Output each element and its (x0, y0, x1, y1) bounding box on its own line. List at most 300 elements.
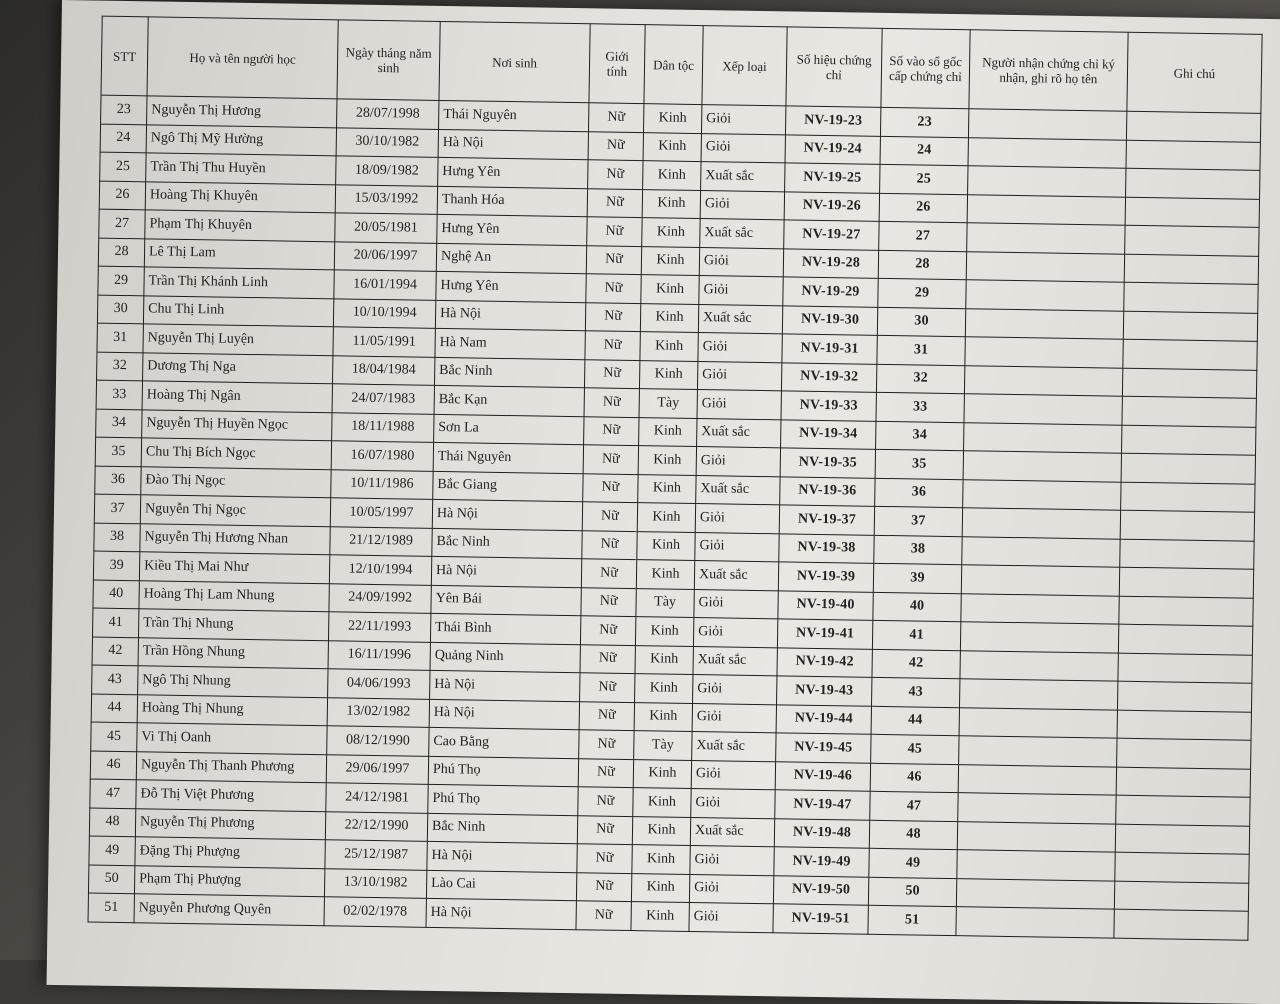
certificate-code-cell: NV-19-32 (781, 362, 876, 392)
gender-cell: Nữ (581, 587, 636, 616)
date-of-birth-cell: 10/10/1994 (333, 298, 435, 328)
full-name-cell: Chu Thị Bích Ngọc (141, 438, 331, 469)
recipient-signature-cell (960, 679, 1118, 710)
place-of-birth-cell: Thái Nguyên (433, 442, 583, 473)
recipient-signature-cell (962, 508, 1120, 539)
recipient-signature-cell (964, 394, 1122, 425)
rank-cell: Xuất sắc (696, 475, 780, 505)
certificate-code-cell: NV-19-43 (777, 676, 872, 706)
date-of-birth-cell: 16/07/1980 (331, 441, 433, 471)
full-name-cell: Phạm Thị Phượng (134, 865, 324, 896)
register-number-cell: 24 (880, 136, 968, 166)
date-of-birth-cell: 15/03/1992 (335, 184, 437, 214)
recipient-signature-cell (961, 565, 1119, 596)
recipient-signature-cell (968, 109, 1126, 140)
gender-cell: Nữ (589, 103, 644, 132)
note-cell (1122, 425, 1256, 456)
date-of-birth-cell: 18/11/1988 (332, 412, 434, 442)
full-name-cell: Dương Thị Nga (143, 352, 333, 383)
place-of-birth-cell: Hà Nội (426, 898, 576, 929)
header-full-name: Họ và tên người học (147, 17, 338, 99)
row-number-cell: 32 (97, 352, 143, 381)
ethnicity-cell: Kinh (631, 902, 689, 931)
rank-cell: Giỏi (700, 190, 784, 220)
place-of-birth-cell: Hà Nội (430, 670, 580, 701)
header-register-number: Số vào sổ gốc cấp chứng chỉ (881, 28, 970, 108)
rank-cell: Giỏi (691, 760, 775, 790)
ethnicity-cell: Kinh (642, 218, 700, 247)
full-name-cell: Chu Thị Linh (143, 295, 333, 326)
note-cell (1121, 482, 1255, 513)
gender-cell: Nữ (577, 815, 632, 844)
place-of-birth-cell: Yên Bái (431, 585, 581, 616)
certificate-code-cell: NV-19-42 (777, 647, 872, 677)
date-of-birth-cell: 02/02/1978 (324, 897, 426, 927)
row-number-cell: 38 (94, 523, 140, 552)
place-of-birth-cell: Hà Nội (438, 129, 588, 160)
recipient-signature-cell (958, 793, 1116, 824)
rank-cell: Giỏi (697, 390, 781, 420)
date-of-birth-cell: 18/09/1982 (336, 156, 438, 186)
recipient-signature-cell (964, 422, 1122, 453)
note-cell (1115, 852, 1249, 883)
register-number-cell: 47 (870, 791, 958, 821)
place-of-birth-cell: Phú Thọ (428, 784, 578, 815)
rank-cell: Giỏi (698, 333, 782, 363)
full-name-cell: Hoàng Thị Ngân (142, 381, 332, 412)
register-number-cell: 23 (880, 107, 968, 137)
gender-cell: Nữ (579, 701, 634, 730)
date-of-birth-cell: 24/07/1983 (332, 384, 434, 414)
rank-cell: Xuất sắc (698, 304, 782, 334)
recipient-signature-cell (966, 251, 1124, 282)
certificate-code-cell: NV-19-45 (776, 733, 871, 763)
register-number-cell: 34 (876, 421, 964, 451)
date-of-birth-cell: 16/11/1996 (328, 640, 430, 670)
gender-cell: Nữ (583, 445, 638, 474)
place-of-birth-cell: Bắc Kạn (434, 385, 584, 416)
date-of-birth-cell: 10/11/1986 (331, 469, 433, 499)
certificate-code-cell: NV-19-24 (785, 134, 880, 164)
date-of-birth-cell: 22/12/1990 (325, 811, 427, 841)
full-name-cell: Trần Thị Nhung (138, 609, 328, 640)
register-number-cell: 51 (868, 905, 956, 935)
row-number-cell: 27 (99, 209, 145, 238)
certificate-code-cell: NV-19-36 (780, 476, 875, 506)
row-number-cell: 50 (88, 865, 134, 894)
certificate-code-cell: NV-19-41 (777, 619, 872, 649)
ethnicity-cell: Kinh (641, 275, 699, 304)
place-of-birth-cell: Bắc Ninh (427, 813, 577, 844)
register-number-cell: 38 (874, 535, 962, 565)
certificate-code-cell: NV-19-40 (778, 590, 873, 620)
date-of-birth-cell: 11/05/1991 (333, 327, 435, 357)
row-number-cell: 28 (98, 238, 144, 267)
gender-cell: Nữ (586, 274, 641, 303)
rank-cell: Giỏi (694, 589, 778, 619)
note-cell (1126, 111, 1260, 142)
date-of-birth-cell: 21/12/1989 (330, 526, 432, 556)
certificate-code-cell: NV-19-25 (785, 163, 880, 193)
gender-cell: Nữ (581, 559, 636, 588)
note-cell (1121, 453, 1255, 484)
full-name-cell: Ngô Thị Nhung (138, 666, 328, 697)
full-name-cell: Nguyễn Thị Hương Nhan (140, 523, 330, 554)
row-number-cell: 43 (92, 665, 138, 694)
full-name-cell: Hoàng Thị Khuyên (145, 181, 335, 212)
row-number-cell: 37 (94, 494, 140, 523)
note-cell (1126, 140, 1260, 171)
ethnicity-cell: Kinh (636, 560, 694, 589)
date-of-birth-cell: 04/06/1993 (328, 669, 430, 699)
date-of-birth-cell: 30/10/1982 (336, 127, 438, 157)
header-note: Ghi chú (1127, 32, 1262, 113)
full-name-cell: Trần Thị Thu Huyền (146, 153, 336, 184)
ethnicity-cell: Tày (634, 731, 692, 760)
ethnicity-cell: Kinh (641, 246, 699, 275)
rank-cell: Giỏi (695, 504, 779, 534)
place-of-birth-cell: Sơn La (434, 414, 584, 445)
register-number-cell: 30 (877, 307, 965, 337)
place-of-birth-cell: Thái Bình (430, 613, 580, 644)
register-number-cell: 46 (870, 763, 958, 793)
note-cell (1116, 795, 1250, 826)
gender-cell: Nữ (588, 160, 643, 189)
date-of-birth-cell: 10/05/1997 (330, 498, 432, 528)
row-number-cell: 46 (90, 751, 136, 780)
register-number-cell: 29 (878, 278, 966, 308)
ethnicity-cell: Kinh (634, 702, 692, 731)
rank-cell: Giỏi (693, 618, 777, 648)
register-number-cell: 40 (873, 592, 961, 622)
ethnicity-cell: Kinh (643, 161, 701, 190)
ethnicity-cell: Kinh (639, 360, 697, 389)
full-name-cell: Đào Thị Ngọc (141, 466, 331, 497)
header-date-of-birth: Ngày tháng năm sinh (337, 20, 440, 101)
register-number-cell: 25 (880, 164, 968, 194)
register-number-cell: 42 (872, 649, 960, 679)
register-number-cell: 28 (878, 250, 966, 280)
full-name-cell: Lê Thị Lam (144, 238, 334, 269)
row-number-cell: 40 (93, 580, 139, 609)
register-number-cell: 44 (871, 706, 959, 736)
note-cell (1124, 254, 1258, 285)
recipient-signature-cell (960, 650, 1118, 681)
rank-cell: Giỏi (693, 674, 777, 704)
rank-cell: Giỏi (699, 276, 783, 306)
date-of-birth-cell: 13/02/1982 (327, 697, 429, 727)
certificate-code-cell: NV-19-27 (784, 220, 879, 250)
gender-cell: Nữ (580, 644, 635, 673)
rank-cell: Giỏi (690, 845, 774, 875)
register-number-cell: 36 (875, 478, 963, 508)
certificate-code-cell: NV-19-50 (773, 875, 868, 905)
full-name-cell: Nguyễn Thị Phương (135, 808, 325, 839)
note-cell (1123, 311, 1257, 342)
recipient-signature-cell (967, 194, 1125, 225)
certificate-code-cell: NV-19-34 (781, 419, 876, 449)
recipient-signature-cell (963, 479, 1121, 510)
row-number-cell: 34 (96, 409, 142, 438)
full-name-cell: Trần Thị Khánh Linh (144, 267, 334, 298)
gender-cell: Nữ (585, 302, 640, 331)
date-of-birth-cell: 22/11/1993 (328, 612, 430, 642)
date-of-birth-cell: 20/06/1997 (334, 241, 436, 271)
note-cell (1122, 368, 1256, 399)
full-name-cell: Hoàng Thị Nhung (137, 694, 327, 725)
ethnicity-cell: Kinh (639, 417, 697, 446)
certificate-code-cell: NV-19-44 (776, 704, 871, 734)
date-of-birth-cell: 12/10/1994 (329, 555, 431, 585)
rank-cell: Xuất sắc (700, 219, 784, 249)
row-number-cell: 35 (95, 437, 141, 466)
document-page (47, 0, 1280, 1004)
gender-cell: Nữ (587, 188, 642, 217)
note-cell (1126, 168, 1260, 199)
rank-cell: Xuất sắc (690, 817, 774, 847)
note-cell (1119, 596, 1253, 627)
full-name-cell: Đỗ Thị Việt Phương (136, 780, 326, 811)
recipient-signature-cell (960, 622, 1118, 653)
place-of-birth-cell: Hà Nội (429, 699, 579, 730)
note-cell (1116, 767, 1250, 798)
recipient-signature-cell (962, 536, 1120, 567)
date-of-birth-cell: 13/10/1982 (324, 868, 426, 898)
rank-cell: Xuất sắc (701, 162, 785, 192)
header-place-of-birth: Nơi sinh (439, 21, 590, 102)
place-of-birth-cell: Hưng Yên (436, 271, 586, 302)
recipient-signature-cell (958, 764, 1116, 795)
row-number-cell: 33 (96, 380, 142, 409)
certificate-code-cell: NV-19-51 (773, 904, 868, 934)
recipient-signature-cell (961, 593, 1119, 624)
register-number-cell: 32 (876, 364, 964, 394)
date-of-birth-cell: 25/12/1987 (325, 840, 427, 870)
row-number-cell: 24 (100, 124, 146, 153)
register-number-cell: 41 (872, 620, 960, 650)
gender-cell: Nữ (578, 758, 633, 787)
place-of-birth-cell: Lào Cai (426, 870, 576, 901)
header-stt: STT (101, 16, 148, 96)
recipient-signature-cell (965, 308, 1123, 339)
place-of-birth-cell: Quảng Ninh (430, 642, 580, 673)
certificate-code-cell: NV-19-31 (782, 334, 877, 364)
recipient-signature-cell (959, 707, 1117, 738)
full-name-cell: Đặng Thị Phượng (135, 837, 325, 868)
place-of-birth-cell: Thái Nguyên (439, 100, 589, 131)
row-number-cell: 41 (93, 608, 139, 637)
full-name-cell: Ngô Thị Mỹ Hường (146, 124, 336, 155)
gender-cell: Nữ (580, 616, 635, 645)
place-of-birth-cell: Hưng Yên (438, 157, 588, 188)
ethnicity-cell: Kinh (637, 503, 695, 532)
gender-cell: Nữ (582, 530, 637, 559)
certificate-code-cell: NV-19-46 (775, 761, 870, 791)
ethnicity-cell: Kinh (643, 104, 701, 133)
note-cell (1117, 710, 1251, 741)
register-number-cell: 26 (879, 193, 967, 223)
row-number-cell: 49 (89, 836, 135, 865)
place-of-birth-cell: Hà Nam (435, 328, 585, 359)
row-number-cell: 39 (93, 551, 139, 580)
note-cell (1114, 909, 1248, 940)
gender-cell: Nữ (582, 502, 637, 531)
full-name-cell: Nguyễn Thị Ngọc (140, 495, 330, 526)
register-number-cell: 33 (876, 392, 964, 422)
row-number-cell: 48 (89, 808, 135, 837)
certificate-code-cell: NV-19-39 (778, 562, 873, 592)
register-number-cell: 37 (874, 506, 962, 536)
recipient-signature-cell (956, 907, 1114, 938)
rank-cell: Giỏi (697, 361, 781, 391)
register-number-cell: 49 (869, 848, 957, 878)
note-cell (1120, 539, 1254, 570)
full-name-cell: Nguyễn Thị Thanh Phương (136, 751, 326, 782)
gender-cell: Nữ (576, 872, 631, 901)
ethnicity-cell: Kinh (632, 845, 690, 874)
place-of-birth-cell: Hà Nội (435, 300, 585, 331)
certificate-code-cell: NV-19-26 (784, 191, 879, 221)
gender-cell: Nữ (584, 359, 639, 388)
ethnicity-cell: Kinh (640, 303, 698, 332)
register-number-cell: 39 (873, 563, 961, 593)
certificate-code-cell: NV-19-48 (774, 818, 869, 848)
rank-cell: Giỏi (692, 703, 776, 733)
certificate-code-cell: NV-19-23 (785, 106, 880, 136)
ethnicity-cell: Kinh (643, 132, 701, 161)
full-name-cell: Phạm Thị Khuyên (145, 210, 335, 241)
register-number-cell: 45 (871, 734, 959, 764)
ethnicity-cell: Kinh (631, 873, 689, 902)
date-of-birth-cell: 24/09/1992 (329, 583, 431, 613)
rank-cell: Giỏi (695, 532, 779, 562)
register-number-cell: 50 (868, 877, 956, 907)
gender-cell: Nữ (586, 245, 641, 274)
row-number-cell: 44 (91, 694, 137, 723)
full-name-cell: Trần Hồng Nhung (138, 637, 328, 668)
recipient-signature-cell (965, 337, 1123, 368)
row-number-cell: 30 (97, 295, 143, 324)
row-number-cell: 42 (92, 637, 138, 666)
ethnicity-cell: Kinh (637, 531, 695, 560)
note-cell (1119, 567, 1253, 598)
header-rank: Xếp loại (702, 26, 787, 106)
place-of-birth-cell: Thanh Hóa (437, 186, 587, 217)
row-number-cell: 36 (95, 466, 141, 495)
date-of-birth-cell: 18/04/1984 (333, 355, 435, 385)
rank-cell: Giỏi (691, 788, 775, 818)
place-of-birth-cell: Bắc Giang (433, 471, 583, 502)
certificate-code-cell: NV-19-37 (779, 505, 874, 535)
header-ethnicity: Dân tộc (644, 25, 703, 105)
rank-cell: Giỏi (696, 447, 780, 477)
full-name-cell: Nguyễn Thị Huyền Ngọc (142, 409, 332, 440)
recipient-signature-cell (968, 166, 1126, 197)
ethnicity-cell: Kinh (635, 645, 693, 674)
certificate-code-cell: NV-19-30 (782, 305, 877, 335)
place-of-birth-cell: Bắc Ninh (432, 528, 582, 559)
note-cell (1120, 510, 1254, 541)
ethnicity-cell: Tày (636, 588, 694, 617)
place-of-birth-cell: Hà Nội (431, 556, 581, 587)
date-of-birth-cell: 24/12/1981 (326, 783, 428, 813)
ethnicity-cell: Tày (639, 389, 697, 418)
rank-cell: Xuất sắc (693, 646, 777, 676)
recipient-signature-cell (968, 137, 1126, 168)
row-number-cell: 51 (88, 893, 134, 922)
note-cell (1122, 396, 1256, 427)
rank-cell: Giỏi (699, 247, 783, 277)
register-number-cell: 48 (869, 820, 957, 850)
gender-cell: Nữ (576, 901, 631, 930)
ethnicity-cell: Kinh (632, 816, 690, 845)
full-name-cell: Vi Thị Oanh (137, 723, 327, 754)
rank-cell: Xuất sắc (692, 731, 776, 761)
place-of-birth-cell: Cao Bằng (429, 727, 579, 758)
full-name-cell: Nguyễn Thị Hương (147, 96, 337, 127)
register-number-cell: 43 (872, 677, 960, 707)
gender-cell: Nữ (580, 673, 635, 702)
header-gender: Giới tính (589, 24, 645, 104)
recipient-signature-cell (964, 365, 1122, 396)
note-cell (1125, 197, 1259, 228)
recipient-signature-cell (957, 850, 1115, 881)
ethnicity-cell: Kinh (638, 446, 696, 475)
note-cell (1117, 738, 1251, 769)
date-of-birth-cell: 29/06/1997 (326, 754, 428, 784)
note-cell (1118, 624, 1252, 655)
recipient-signature-cell (966, 280, 1124, 311)
certificate-code-cell: NV-19-35 (780, 448, 875, 478)
gender-cell: Nữ (584, 388, 639, 417)
place-of-birth-cell: Hưng Yên (437, 214, 587, 245)
row-number-cell: 26 (99, 181, 145, 210)
note-cell (1115, 824, 1249, 855)
note-cell (1114, 881, 1248, 912)
row-number-cell: 29 (98, 266, 144, 295)
note-cell (1118, 653, 1252, 684)
header-certificate-code: Số hiệu chứng chỉ (786, 27, 882, 107)
full-name-cell: Hoàng Thị Lam Nhung (139, 580, 329, 611)
register-number-cell: 35 (875, 449, 963, 479)
recipient-signature-cell (957, 821, 1115, 852)
date-of-birth-cell: 20/05/1981 (335, 213, 437, 243)
gender-cell: Nữ (585, 331, 640, 360)
rank-cell: Giỏi (689, 874, 773, 904)
header-recipient-signature: Người nhận chứng chỉ ký nhận, ghi rõ họ tên (969, 30, 1128, 111)
full-name-cell: Nguyễn Thị Luyện (143, 324, 333, 355)
place-of-birth-cell: Bắc Ninh (434, 357, 584, 388)
gender-cell: Nữ (577, 844, 632, 873)
place-of-birth-cell: Phú Thọ (428, 756, 578, 787)
ethnicity-cell: Kinh (633, 788, 691, 817)
row-number-cell: 23 (101, 95, 147, 124)
place-of-birth-cell: Hà Nội (432, 499, 582, 530)
register-number-cell: 31 (877, 335, 965, 365)
rank-cell: Xuất sắc (697, 418, 781, 448)
certificate-code-cell: NV-19-29 (783, 277, 878, 307)
gender-cell: Nữ (587, 217, 642, 246)
date-of-birth-cell: 08/12/1990 (327, 726, 429, 756)
certificate-code-cell: NV-19-38 (779, 533, 874, 563)
certificate-code-cell: NV-19-33 (781, 391, 876, 421)
full-name-cell: Kiều Thị Mai Như (139, 552, 329, 583)
note-cell (1117, 681, 1251, 712)
certificate-code-cell: NV-19-28 (783, 248, 878, 278)
note-cell (1123, 339, 1257, 370)
ethnicity-cell: Kinh (642, 189, 700, 218)
date-of-birth-cell: 28/07/1998 (337, 99, 439, 129)
